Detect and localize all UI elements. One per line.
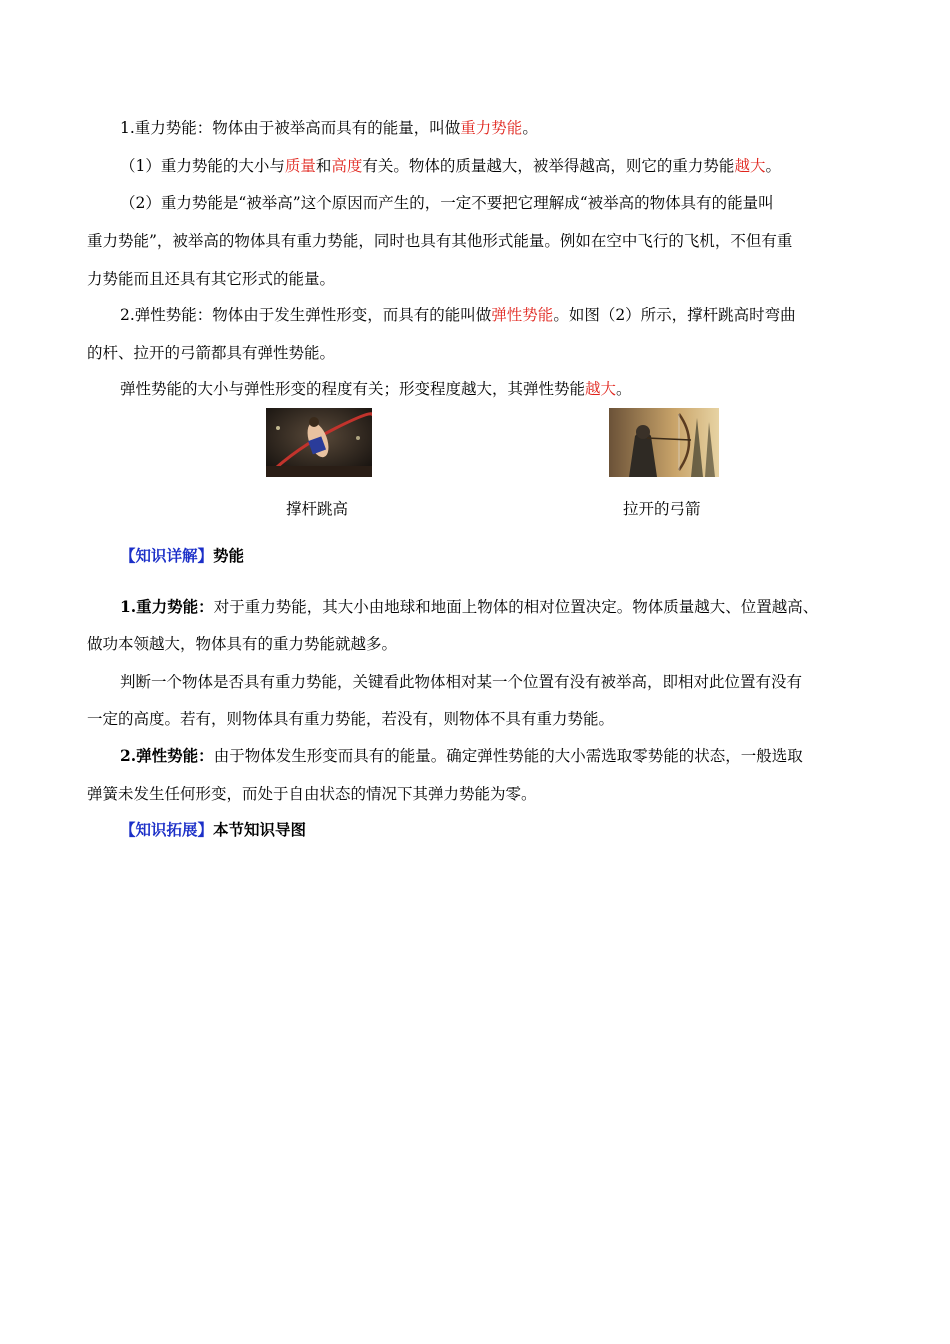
paragraph-elastic-line2: 的杆、拉开的弓箭都具有弹性势能。 [87,344,336,362]
section-heading-knowledge-extension [120,820,306,840]
archer-illustration [609,408,719,477]
paragraph-gravity-note-line3: 力势能而且还具有其它形式的能量。 [87,270,336,288]
section-bracket-label: 【知识详解】 [120,546,214,565]
section-heading-knowledge-detail [120,546,244,566]
paragraph-gravity-note-line2: 重力势能”，被举高的物体具有重力势能，同时也具有其他形式能量。例如在空中飞行的飞机，不但有重 [87,232,793,250]
knowledge-elastic-line2: 弹簧未发生任何形变，而处于自由状态的情况下其弹力势能为零。 [87,785,537,803]
knowledge-gravity-line1: 1.重力势能：对于重力势能，其大小由地球和地面上物体的相对位置决定。物体质量越大、位置越高、 [120,597,819,616]
highlight-term: 弹性势能 [491,306,554,324]
archer-caption: 拉开的弓箭 [623,500,701,518]
paragraph-gravity-factors: （1）重力势能的大小与质量和高度有关。物体的质量越大，被举得越高，则它的重力势能越大。 [120,157,781,175]
section-title: 势能 [213,546,245,565]
pole-vault-photo [266,408,372,477]
highlight-term: 越大 [734,157,766,175]
pole-vault-caption: 撑杆跳高 [286,500,349,518]
knowledge-elastic-line1: 2.弹性势能：由于物体发生形变而具有的能量。确定弹性势能的大小需选取零势能的状态，一般选取 [120,746,803,765]
section-bracket-label: 【知识拓展】 [120,820,214,839]
highlight-term: 越大 [585,380,617,398]
pole-vault-illustration [266,408,372,477]
highlight-term: 重力势能 [460,119,523,137]
archer-photo [609,408,719,477]
highlight-term: 质量 [284,157,316,175]
section-title: 本节知识导图 [213,820,307,839]
highlight-term: 高度 [331,157,363,175]
paragraph-gravity-definition: 1.重力势能：物体由于被举高而具有的能量，叫做重力势能。 [120,119,538,137]
paragraph-elastic-definition: 2.弹性势能：物体由于发生弹性形变，而具有的能叫做弹性势能。如图（2）所示，撑杆跳高时弯曲 [120,306,796,324]
knowledge-label: 2.弹性势能： [120,746,214,765]
knowledge-gravity-line2: 做功本领越大，物体具有的重力势能就越多。 [87,635,398,653]
knowledge-judge-line1: 判断一个物体是否具有重力势能，关键看此物体相对某一个位置有没有被举高，即相对此位置有没有 [120,673,803,691]
paragraph-elastic-factors: 弹性势能的大小与弹性形变的程度有关；形变程度越大，其弹性势能越大。 [120,380,632,398]
knowledge-label: 1.重力势能： [120,597,214,616]
knowledge-judge-line2: 一定的高度。若有，则物体具有重力势能，若没有，则物体不具有重力势能。 [87,710,615,728]
paragraph-gravity-note-line1: （2）重力势能是“被举高”这个原因而产生的，一定不要把它理解成“被举高的物体具有的能量叫 [120,194,774,212]
